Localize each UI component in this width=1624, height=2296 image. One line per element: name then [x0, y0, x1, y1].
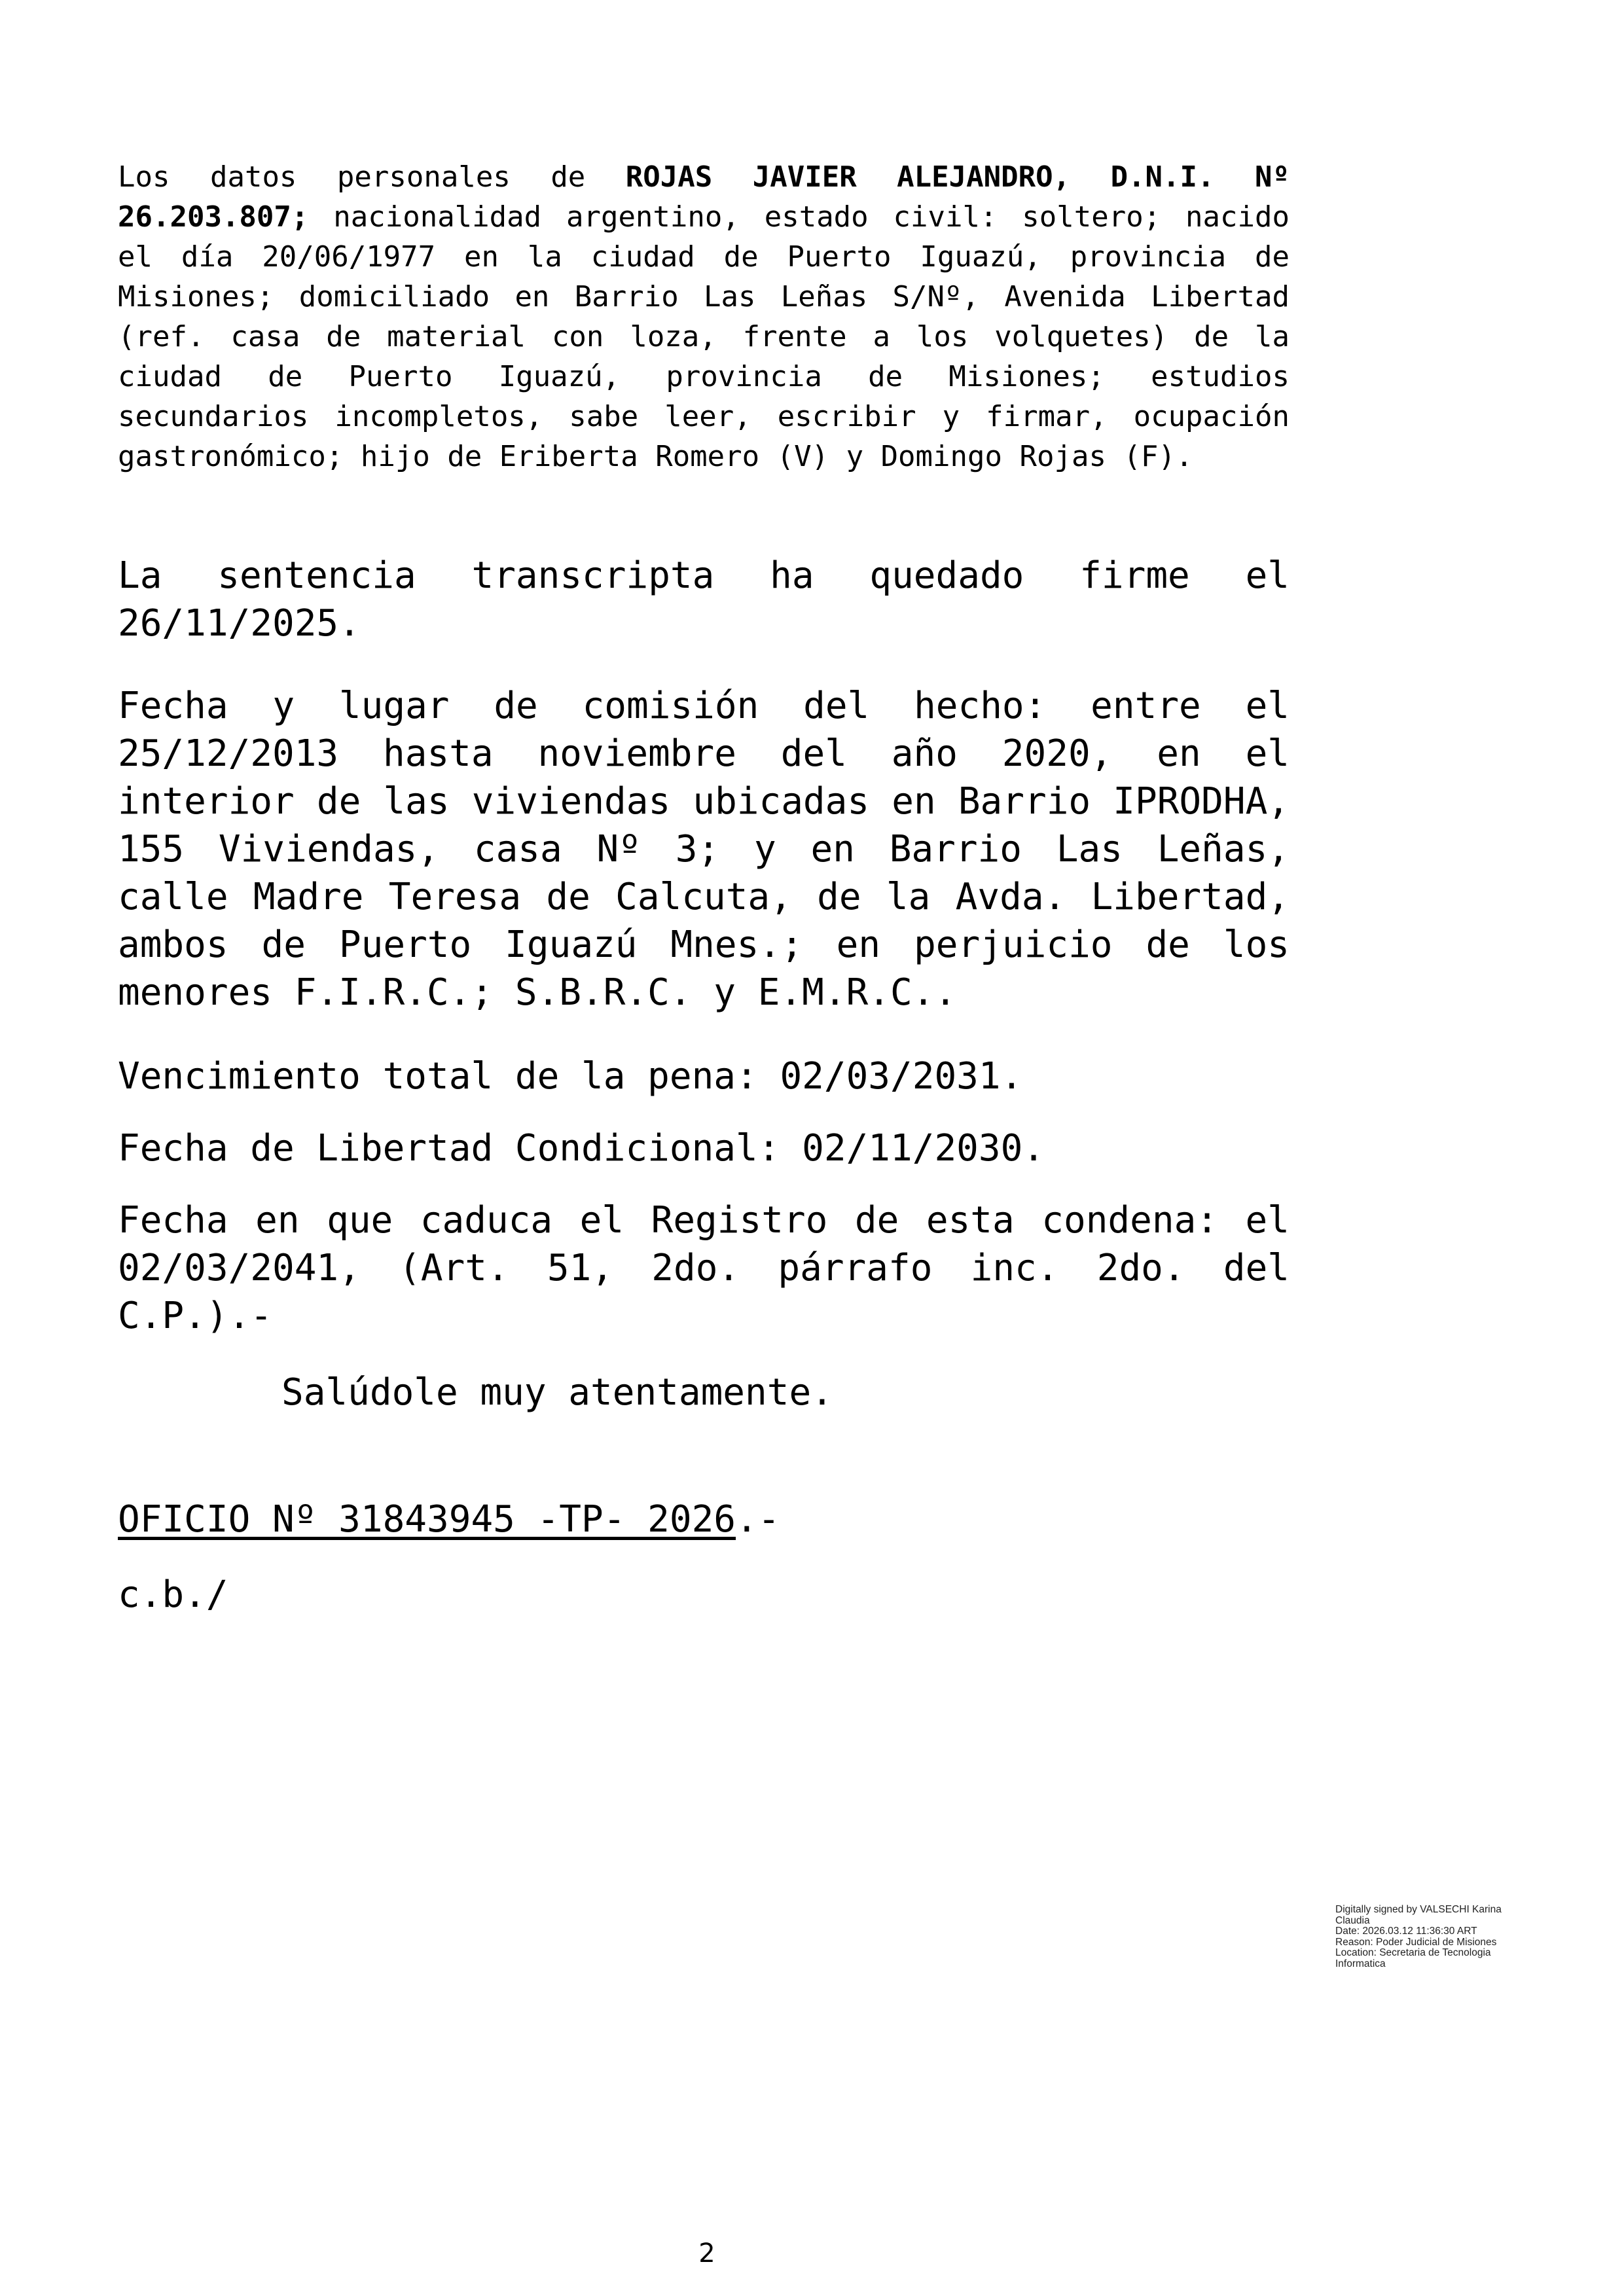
page-number: 2: [698, 2238, 715, 2269]
signature-line: Date: 2026.03.12 11:36:30 ART: [1335, 1926, 1477, 1937]
personal-data-intro: Los datos personales de: [118, 160, 626, 194]
defendant-name-id: ROJAS JAVIER ALEJANDRO, D.N.I. Nº 26.203.807;: [118, 160, 1290, 234]
author-initials: c.b./: [118, 1573, 228, 1616]
signature-line: Reason: Poder Judicial de Misiones: [1335, 1936, 1497, 1948]
greeting-line: Salúdole muy atentamente.: [281, 1371, 833, 1414]
sentence-firm-paragraph: La sentencia transcripta ha quedado firme el 26/11/2025.: [118, 554, 1290, 645]
fact-paragraph: Fecha y lugar de comisión del hecho: entre el 25/12/2013 hasta noviembre del año 2020, en el interior de las viviendas ubicadas en Barrio IPRODHA, 155 Viviendas, casa Nº 3; y en Barrio Las Leñas, calle Madre Teresa de Calcuta, de la Avda. Libertad, ambos de Puerto Iguazú Mnes.; en perjuicio de los menores F.I.R.C.; S.B.R.C. y E.M.R.C..: [118, 685, 1290, 1014]
digital-signature-block: [1335, 1905, 1551, 1969]
registry-expiry-paragraph: Fecha en que caduca el Registro de esta condena: el 02/03/2041, (Art. 51, 2do. párrafo inc. 2do. del C.P.).-: [118, 1199, 1290, 1337]
sentence-expiry-line: Vencimiento total de la pena: 02/03/2031.: [118, 1055, 1023, 1098]
signature-line: Digitally signed by VALSECHI Karina: [1335, 1904, 1502, 1915]
oficio-suffix: .-: [736, 1498, 780, 1541]
signature-line: Informatica: [1335, 1958, 1386, 1969]
parole-date-line: Fecha de Libertad Condicional: 02/11/2030.: [118, 1127, 1045, 1170]
signature-line: Location: Secretaria de Tecnologia: [1335, 1947, 1491, 1958]
signature-line: Claudia: [1335, 1914, 1370, 1926]
personal-data-details: nacionalidad argentino, estado civil: soltero; nacido el día 20/06/1977 en la ciudad de Puerto Iguazú, provincia de Misiones; domiciliado en Barrio Las Leñas S/Nº, Avenida Libertad (ref. casa de material con loza, frente a los volquetes) de la ciudad de Puerto Iguazú, provincia de Misiones; estudios secundarios incompletos, sabe leer, escribir y firmar, ocupación gastronómico; hijo de Eriberta Romero (V) y Domingo Rojas (F).: [118, 200, 1290, 473]
personal-data-paragraph: [118, 157, 1290, 476]
oficio-number: OFICIO Nº 31843945 -TP- 2026: [118, 1498, 736, 1541]
oficio-reference-line: [118, 1496, 1290, 1543]
